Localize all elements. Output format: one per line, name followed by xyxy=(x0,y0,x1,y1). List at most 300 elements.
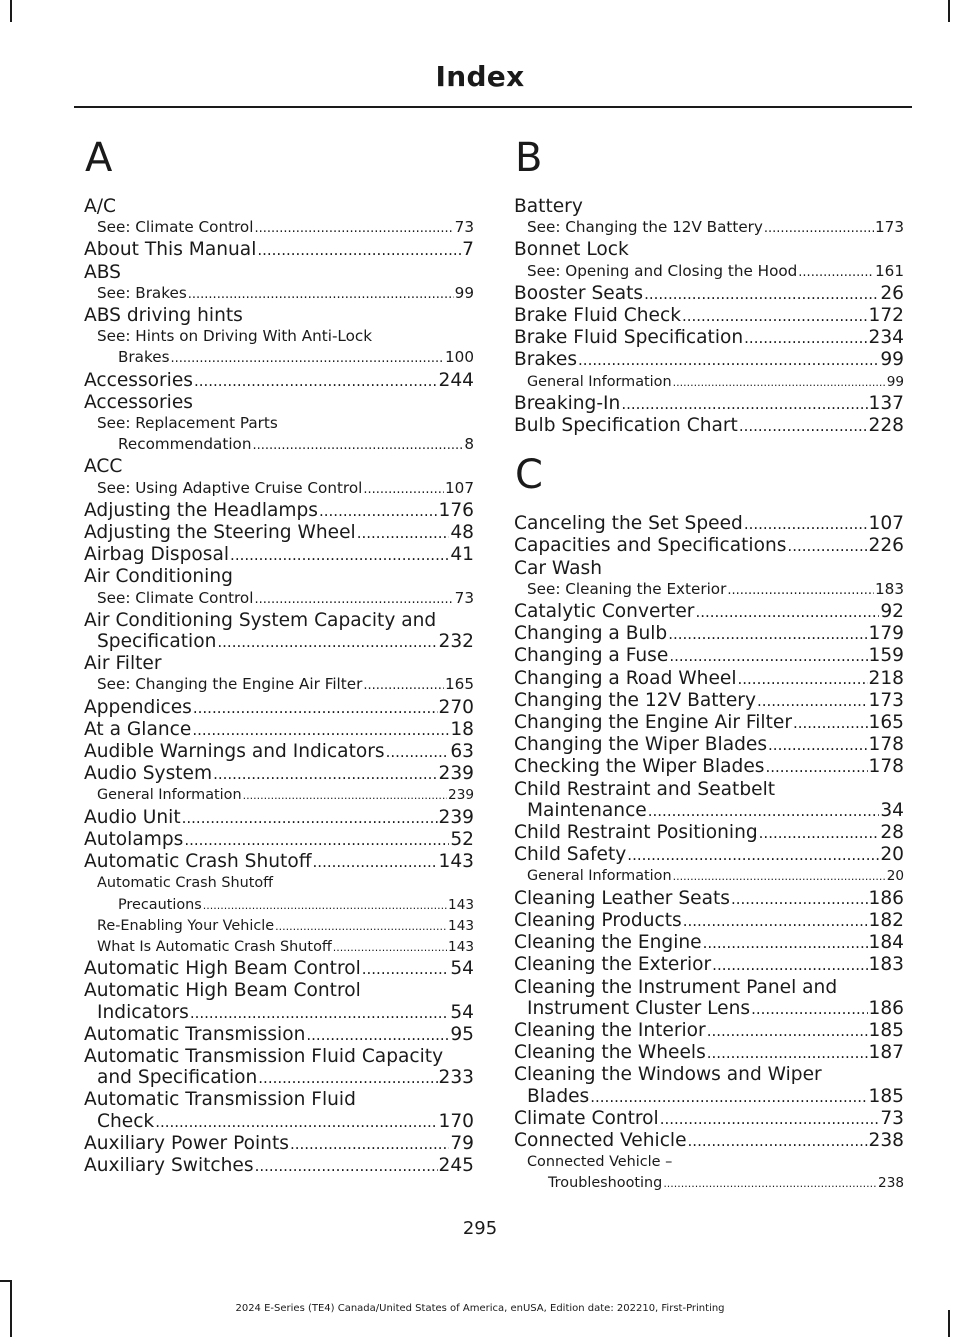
entry-page: 238 xyxy=(868,1129,904,1151)
dot-leader xyxy=(751,999,867,1020)
dot-leader xyxy=(254,218,453,239)
index-entry xyxy=(84,763,474,785)
entry-text: See: Cleaning the Exterior xyxy=(527,579,727,598)
entry-page: 26 xyxy=(880,282,904,304)
dot-leader xyxy=(798,262,874,283)
index-entry xyxy=(84,370,474,392)
index-entry xyxy=(84,478,474,500)
entry-text: Maintenance xyxy=(527,799,647,821)
entry-text: About This Manual xyxy=(84,239,257,261)
entry-text: See: Changing the 12V Battery xyxy=(527,218,763,237)
entry-page: 218 xyxy=(868,667,904,689)
dot-leader xyxy=(712,955,867,976)
index-heading xyxy=(84,392,474,413)
entry-page: 185 xyxy=(868,1019,904,1041)
crop-mark-bottom-right-v xyxy=(948,1310,950,1337)
entry-page: 99 xyxy=(886,373,904,390)
index-entry xyxy=(514,217,904,239)
entry-page: 54 xyxy=(450,1001,474,1023)
dot-leader xyxy=(682,306,868,327)
entry-page: 28 xyxy=(880,822,904,844)
entry-page: 182 xyxy=(868,909,904,931)
entry-text: Changing the Wiper Blades xyxy=(514,734,768,756)
index-heading xyxy=(84,610,474,631)
entry-text: Changing the Engine Air Filter xyxy=(514,712,792,734)
index-heading xyxy=(514,239,904,260)
index-heading xyxy=(514,977,904,998)
entry-text: What Is Automatic Crash Shutoff xyxy=(97,938,332,955)
entry-text: Recommendation xyxy=(118,435,252,454)
index-entry xyxy=(84,434,474,456)
dot-leader xyxy=(213,764,437,785)
index-entry xyxy=(84,588,474,610)
entry-text: Climate Control xyxy=(514,1107,659,1129)
dot-leader xyxy=(668,624,867,645)
entry-text: Audible Warnings and Indicators xyxy=(84,741,385,763)
dot-leader xyxy=(578,350,879,371)
entry-page: 232 xyxy=(438,631,474,653)
index-heading xyxy=(84,196,474,217)
entry-text: See: Opening and Closing the Hood xyxy=(527,261,798,280)
dot-leader xyxy=(660,1109,880,1130)
index-entry xyxy=(514,998,904,1020)
entry-text: Brake Fluid Check xyxy=(514,305,681,327)
dot-leader xyxy=(363,675,444,696)
index-entry xyxy=(514,579,904,601)
entry-text: Automatic Transmission Fluid xyxy=(84,1089,356,1111)
index-entry xyxy=(514,756,904,778)
entry-page: 107 xyxy=(445,478,474,497)
index-entry xyxy=(514,1130,904,1152)
entry-text: Accessories xyxy=(84,391,193,413)
page-footer: 2024 E-Series (TE4) Canada/United States of America, enUSA, Edition date: 202210, First-Printing xyxy=(235,1303,725,1314)
entry-page: 143 xyxy=(448,938,474,955)
index-entry xyxy=(84,522,474,544)
index-entry xyxy=(514,712,904,734)
index-section xyxy=(514,134,904,437)
index-entry xyxy=(514,283,904,305)
dot-leader xyxy=(744,328,867,349)
entry-text: ABS driving hints xyxy=(84,305,243,327)
index-entry xyxy=(84,283,474,305)
entry-page: 184 xyxy=(868,932,904,954)
entry-page: 185 xyxy=(868,1085,904,1107)
entry-text: Changing the 12V Battery xyxy=(514,689,756,711)
entry-text: Cleaning the Interior xyxy=(514,1019,706,1041)
entry-text: Precautions xyxy=(118,896,202,913)
entry-text: At a Glance xyxy=(84,718,192,740)
title-divider xyxy=(74,106,912,108)
index-entry xyxy=(84,829,474,851)
entry-page: 186 xyxy=(868,997,904,1019)
index-entry xyxy=(84,1067,474,1089)
entry-page: 244 xyxy=(438,369,474,391)
index-entry xyxy=(514,866,904,887)
entry-text: Catalytic Converter xyxy=(514,601,695,623)
dot-leader xyxy=(727,580,874,601)
dot-leader xyxy=(258,1068,437,1089)
dot-leader xyxy=(648,801,880,822)
entry-page: 73 xyxy=(880,1107,904,1129)
entry-text: Specification xyxy=(97,631,217,653)
entry-page: 170 xyxy=(438,1110,474,1132)
entry-page: 48 xyxy=(450,522,474,544)
page-number: 295 xyxy=(462,1218,498,1239)
entry-text: Autolamps xyxy=(84,828,184,850)
entry-text: Troubleshooting xyxy=(548,1175,663,1192)
index-entry xyxy=(514,1042,904,1064)
index-heading xyxy=(84,413,474,434)
entry-text: Adjusting the Headlamps xyxy=(84,499,318,521)
index-section xyxy=(84,134,474,1177)
dot-leader xyxy=(669,646,867,667)
entry-text: Changing a Road Wheel xyxy=(514,667,737,689)
entry-page: 143 xyxy=(438,851,474,873)
entry-text: Brakes xyxy=(118,348,170,367)
entry-text: Changing a Fuse xyxy=(514,645,669,667)
index-entry xyxy=(514,393,904,415)
entry-page: 228 xyxy=(868,415,904,437)
index-entry xyxy=(514,734,904,756)
dot-leader xyxy=(203,895,447,916)
entry-page: 20 xyxy=(886,868,904,885)
entry-page: 183 xyxy=(868,954,904,976)
entry-text: Child Restraint Positioning xyxy=(514,822,758,844)
entry-page: 52 xyxy=(450,828,474,850)
index-heading xyxy=(514,779,904,800)
entry-text: Brakes xyxy=(514,349,578,371)
entry-text: Cleaning Products xyxy=(514,909,682,931)
index-heading xyxy=(84,1089,474,1110)
entry-text: See: Using Adaptive Cruise Control xyxy=(97,478,363,497)
entry-page: 172 xyxy=(868,305,904,327)
crop-mark-top-right-v xyxy=(948,0,950,22)
index-entry xyxy=(84,851,474,873)
entry-page: 95 xyxy=(450,1023,474,1045)
entry-page: 143 xyxy=(448,917,474,934)
dot-leader xyxy=(194,371,438,392)
entry-text: Automatic High Beam Control xyxy=(84,980,361,1002)
index-entry xyxy=(514,822,904,844)
entry-text: Bulb Specification Chart xyxy=(514,415,738,437)
index-entry xyxy=(84,1155,474,1177)
entry-text: Accessories xyxy=(84,369,193,391)
entry-text: Check xyxy=(97,1110,155,1132)
dot-leader xyxy=(243,785,447,806)
page-title: Index xyxy=(435,60,525,93)
entry-text: Brake Fluid Specification xyxy=(514,327,744,349)
dot-leader xyxy=(170,348,444,369)
entry-page: 238 xyxy=(878,1175,904,1192)
entry-page: 165 xyxy=(445,675,474,694)
index-entry xyxy=(514,954,904,976)
entry-page: 179 xyxy=(868,623,904,645)
dot-leader xyxy=(363,479,444,500)
entry-text: Breaking-In xyxy=(514,392,621,414)
entry-text: Audio System xyxy=(84,763,213,785)
index-entry xyxy=(84,807,474,829)
index-entry xyxy=(84,631,474,653)
index-entry xyxy=(514,888,904,910)
entry-text: See: Climate Control xyxy=(97,588,254,607)
dot-leader xyxy=(739,416,868,437)
dot-leader xyxy=(707,1043,868,1064)
index-entry xyxy=(514,327,904,349)
entry-page: 73 xyxy=(454,588,474,607)
index-entry xyxy=(514,932,904,954)
entry-page: 183 xyxy=(875,579,904,598)
dot-leader xyxy=(688,1131,868,1152)
index-entry xyxy=(84,785,474,806)
index-entry xyxy=(84,958,474,980)
dot-leader xyxy=(255,1156,438,1177)
index-heading xyxy=(84,305,474,326)
section-letter: C xyxy=(515,452,543,499)
index-entry xyxy=(84,1002,474,1024)
entry-page: 73 xyxy=(454,218,474,237)
entry-text: Re-Enabling Your Vehicle xyxy=(97,917,275,934)
entry-page: 63 xyxy=(450,741,474,763)
index-section xyxy=(514,451,904,1194)
entry-text: Battery xyxy=(514,196,583,217)
index-entry xyxy=(514,1020,904,1042)
dot-leader xyxy=(193,698,438,719)
dot-leader xyxy=(257,240,461,261)
dot-leader xyxy=(155,1112,437,1133)
dot-leader xyxy=(764,218,874,239)
dot-leader xyxy=(731,889,868,910)
entry-text: Adjusting the Steering Wheel xyxy=(84,522,356,544)
entry-page: 100 xyxy=(445,348,474,367)
index-entry xyxy=(84,1111,474,1133)
index-column-right xyxy=(514,134,904,1195)
dot-leader xyxy=(787,536,867,557)
entry-text: A/C xyxy=(84,196,116,217)
index-heading xyxy=(514,1152,904,1173)
index-entry xyxy=(514,601,904,623)
dot-leader xyxy=(290,1134,449,1155)
entry-text: See: Brakes xyxy=(97,283,187,302)
dot-leader xyxy=(362,959,450,980)
entry-text: ACC xyxy=(84,456,123,478)
dot-leader xyxy=(333,937,447,958)
section-letter: B xyxy=(515,135,543,181)
entry-text: Instrument Cluster Lens xyxy=(527,997,751,1019)
index-entry xyxy=(514,668,904,690)
entry-page: 99 xyxy=(454,283,474,302)
entry-page: 143 xyxy=(448,896,474,913)
entry-text: Auxiliary Switches xyxy=(84,1154,254,1176)
entry-page: 226 xyxy=(868,535,904,557)
entry-page: 99 xyxy=(880,349,904,371)
entry-page: 20 xyxy=(880,844,904,866)
entry-page: 34 xyxy=(880,799,904,821)
entry-text: See: Changing the Engine Air Filter xyxy=(97,675,363,694)
dot-leader xyxy=(765,757,867,778)
dot-leader xyxy=(313,852,438,873)
entry-text: General Information xyxy=(527,373,672,390)
entry-text: Cleaning the Instrument Panel and xyxy=(514,976,838,998)
index-entry xyxy=(514,645,904,667)
entry-text: Automatic Crash Shutoff xyxy=(84,851,312,873)
dot-leader xyxy=(683,911,868,932)
entry-text: Automatic High Beam Control xyxy=(84,958,361,980)
entry-text: Blades xyxy=(527,1085,590,1107)
index-heading xyxy=(84,653,474,674)
index-heading xyxy=(514,196,904,217)
index-entry xyxy=(514,305,904,327)
entry-page: 7 xyxy=(462,239,474,261)
entry-text: Auxiliary Power Points xyxy=(84,1132,289,1154)
index-entry xyxy=(84,347,474,369)
dot-leader xyxy=(182,808,438,829)
entry-page: 92 xyxy=(880,601,904,623)
entry-page: 239 xyxy=(438,806,474,828)
dot-leader xyxy=(707,1021,868,1042)
dot-leader xyxy=(184,830,449,851)
index-heading xyxy=(84,326,474,347)
index-heading xyxy=(84,980,474,1001)
section-letter: A xyxy=(85,135,113,181)
index-entry xyxy=(84,1133,474,1155)
entry-text: Air Filter xyxy=(84,653,162,675)
index-entry xyxy=(514,910,904,932)
entry-page: 176 xyxy=(438,499,474,521)
index-entry xyxy=(84,916,474,937)
index-column-left xyxy=(84,134,474,1177)
dot-leader xyxy=(319,501,438,522)
entry-page: 233 xyxy=(438,1067,474,1089)
entry-page: 178 xyxy=(868,734,904,756)
entry-text: Audio Unit xyxy=(84,806,181,828)
entry-text: Bonnet Lock xyxy=(514,239,629,261)
entry-text: Air Conditioning System Capacity and xyxy=(84,609,437,631)
dot-leader xyxy=(254,589,453,610)
index-entry xyxy=(84,674,474,696)
dot-leader xyxy=(306,1025,449,1046)
entry-text: See: Climate Control xyxy=(97,218,254,237)
entry-page: 270 xyxy=(438,696,474,718)
dot-leader xyxy=(190,1003,449,1024)
index-entry xyxy=(514,1108,904,1130)
index-entry xyxy=(84,1024,474,1046)
index-heading xyxy=(84,873,474,894)
index-entry xyxy=(514,1173,904,1194)
entry-text: Airbag Disposal xyxy=(84,544,230,566)
dot-leader xyxy=(357,523,450,544)
index-entry xyxy=(84,741,474,763)
entry-text: Cleaning the Wheels xyxy=(514,1042,706,1064)
index-entry xyxy=(84,217,474,239)
dot-leader xyxy=(230,545,449,566)
index-entry xyxy=(514,415,904,437)
entry-page: 161 xyxy=(875,261,904,280)
index-entry xyxy=(514,844,904,866)
entry-page: 187 xyxy=(868,1042,904,1064)
entry-text: Capacities and Specifications xyxy=(514,535,787,557)
dot-leader xyxy=(744,514,868,535)
entry-text: Child Restraint and Seatbelt xyxy=(514,778,776,800)
entry-page: 79 xyxy=(450,1132,474,1154)
index-entry xyxy=(514,1086,904,1108)
index-entry xyxy=(514,800,904,822)
entry-text: Connected Vehicle – xyxy=(527,1154,673,1171)
entry-page: 165 xyxy=(868,712,904,734)
dot-leader xyxy=(627,845,879,866)
entry-text: Automatic Transmission Fluid Capacity xyxy=(84,1045,444,1067)
entry-page: 8 xyxy=(464,435,474,454)
dot-leader xyxy=(738,669,868,690)
entry-text: ABS xyxy=(84,261,121,283)
index-entry xyxy=(84,500,474,522)
index-entry xyxy=(84,544,474,566)
index-entry xyxy=(514,349,904,371)
dot-leader xyxy=(192,720,449,741)
dot-leader xyxy=(793,713,868,734)
index-entry xyxy=(514,372,904,393)
dot-leader xyxy=(663,1173,877,1194)
entry-page: 137 xyxy=(868,392,904,414)
entry-text: Changing a Bulb xyxy=(514,623,668,645)
entry-page: 186 xyxy=(868,887,904,909)
entry-text: Automatic Crash Shutoff xyxy=(97,875,274,892)
dot-leader xyxy=(759,823,880,844)
index-heading xyxy=(84,456,474,477)
dot-leader xyxy=(768,735,867,756)
entry-page: 173 xyxy=(868,689,904,711)
index-heading xyxy=(514,558,904,579)
section-gap xyxy=(514,437,904,451)
entry-page: 239 xyxy=(438,763,474,785)
index-entry xyxy=(514,535,904,557)
index-heading xyxy=(514,1064,904,1085)
entry-text: General Information xyxy=(527,868,672,885)
entry-text: Child Safety xyxy=(514,844,627,866)
entry-text: Cleaning Leather Seats xyxy=(514,887,730,909)
entry-text: Automatic Transmission xyxy=(84,1023,306,1045)
entry-text: Cleaning the Exterior xyxy=(514,954,712,976)
crop-mark-top-left-v xyxy=(10,0,12,22)
index-entry xyxy=(514,623,904,645)
entry-text: Cleaning the Engine xyxy=(514,932,702,954)
entry-text: See: Hints on Driving With Anti-Lock xyxy=(97,327,373,346)
entry-page: 41 xyxy=(450,544,474,566)
entry-text: See: Replacement Parts xyxy=(97,414,278,433)
entry-page: 245 xyxy=(438,1154,474,1176)
dot-leader xyxy=(695,602,879,623)
index-entry xyxy=(514,690,904,712)
entry-text: Connected Vehicle xyxy=(514,1129,687,1151)
dot-leader xyxy=(590,1087,867,1108)
index-entry xyxy=(84,697,474,719)
entry-page: 18 xyxy=(450,718,474,740)
dot-leader xyxy=(673,866,886,887)
dot-leader xyxy=(621,394,867,415)
entry-text: Checking the Wiper Blades xyxy=(514,756,765,778)
index-heading xyxy=(84,262,474,283)
entry-page: 178 xyxy=(868,756,904,778)
entry-text: Air Conditioning xyxy=(84,566,233,588)
index-heading xyxy=(84,1046,474,1067)
dot-leader xyxy=(757,691,868,712)
dot-leader xyxy=(188,284,454,305)
entry-text: General Information xyxy=(97,787,242,804)
dot-leader xyxy=(252,435,463,456)
entry-page: 239 xyxy=(448,787,474,804)
entry-text: Indicators xyxy=(97,1001,189,1023)
index-heading xyxy=(84,566,474,587)
dot-leader xyxy=(703,933,868,954)
